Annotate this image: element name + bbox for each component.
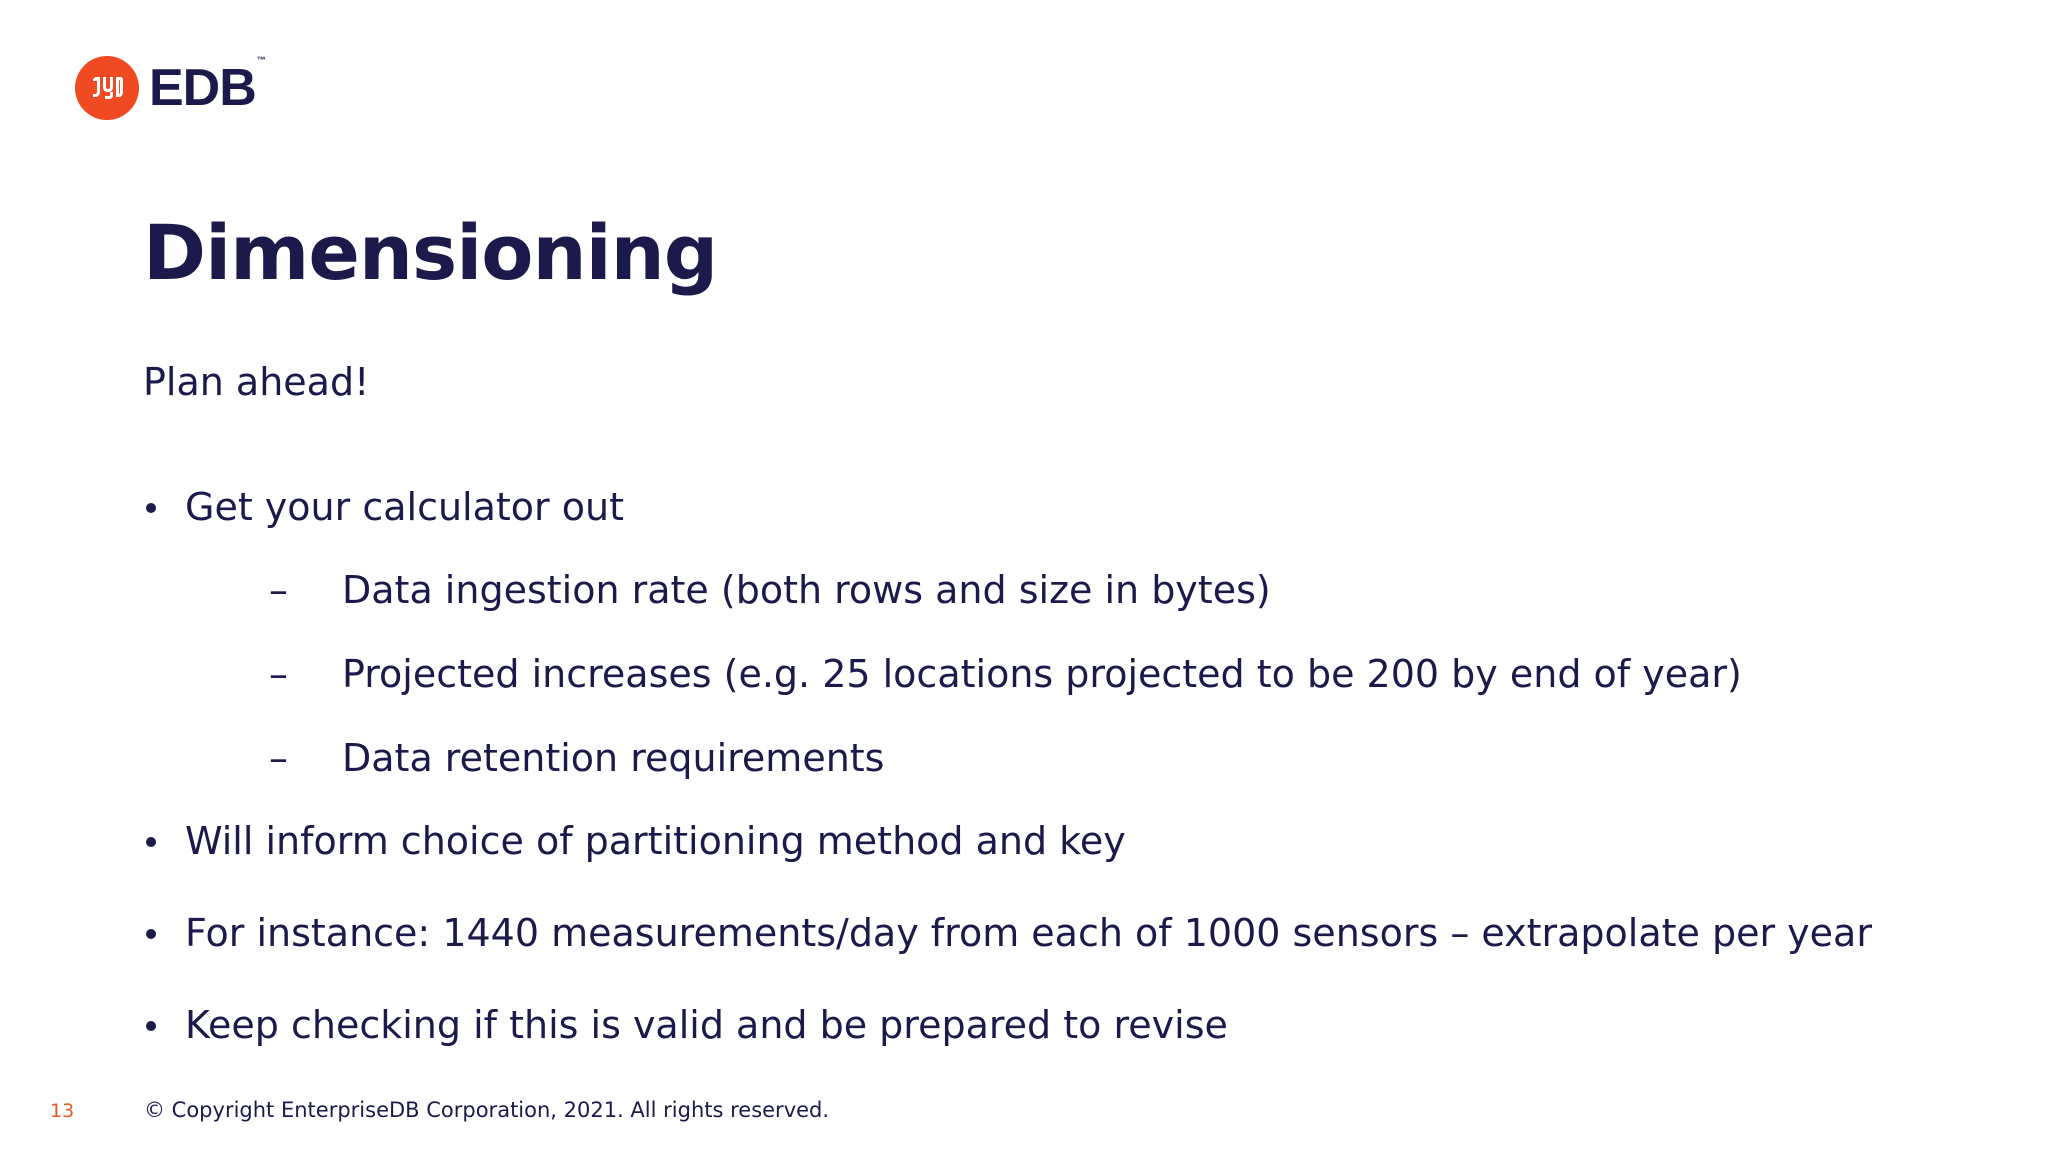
edb-logo (75, 56, 265, 120)
bullet-dot-icon (146, 1021, 156, 1031)
bullet-dot-icon (146, 837, 156, 847)
bullet-dot-icon (146, 929, 156, 939)
copyright-notice: © Copyright EnterpriseDB Corporation, 2021. All rights reserved. (144, 1098, 830, 1122)
bullet-text: Get your calculator out (185, 485, 624, 529)
sub-bullet-text: Data ingestion rate (both rows and size in bytes) (342, 568, 1271, 612)
bullet-text: Will inform choice of partitioning method and key (185, 819, 1126, 863)
page-number: 13 (50, 1100, 75, 1122)
dash-marker: – (269, 652, 288, 696)
trademark-symbol: ™ (256, 55, 265, 65)
dash-marker: – (269, 736, 288, 780)
edb-logo-mark-icon (75, 56, 139, 120)
sub-bullet-text: Data retention requirements (342, 736, 885, 780)
edb-logo-wordmark: EDB™ (149, 55, 265, 117)
dash-marker: – (269, 568, 288, 612)
bullet-text: Keep checking if this is valid and be prepared to revise (185, 1003, 1228, 1047)
slide-subtitle: Plan ahead! (143, 360, 370, 404)
sub-bullet-text: Projected increases (e.g. 25 locations projected to be 200 by end of year) (342, 652, 1742, 696)
bullet-text: For instance: 1440 measurements/day from each of 1000 sensors – extrapolate per year (185, 911, 1872, 955)
bullet-dot-icon (146, 503, 156, 513)
slide-title: Dimensioning (143, 208, 718, 297)
